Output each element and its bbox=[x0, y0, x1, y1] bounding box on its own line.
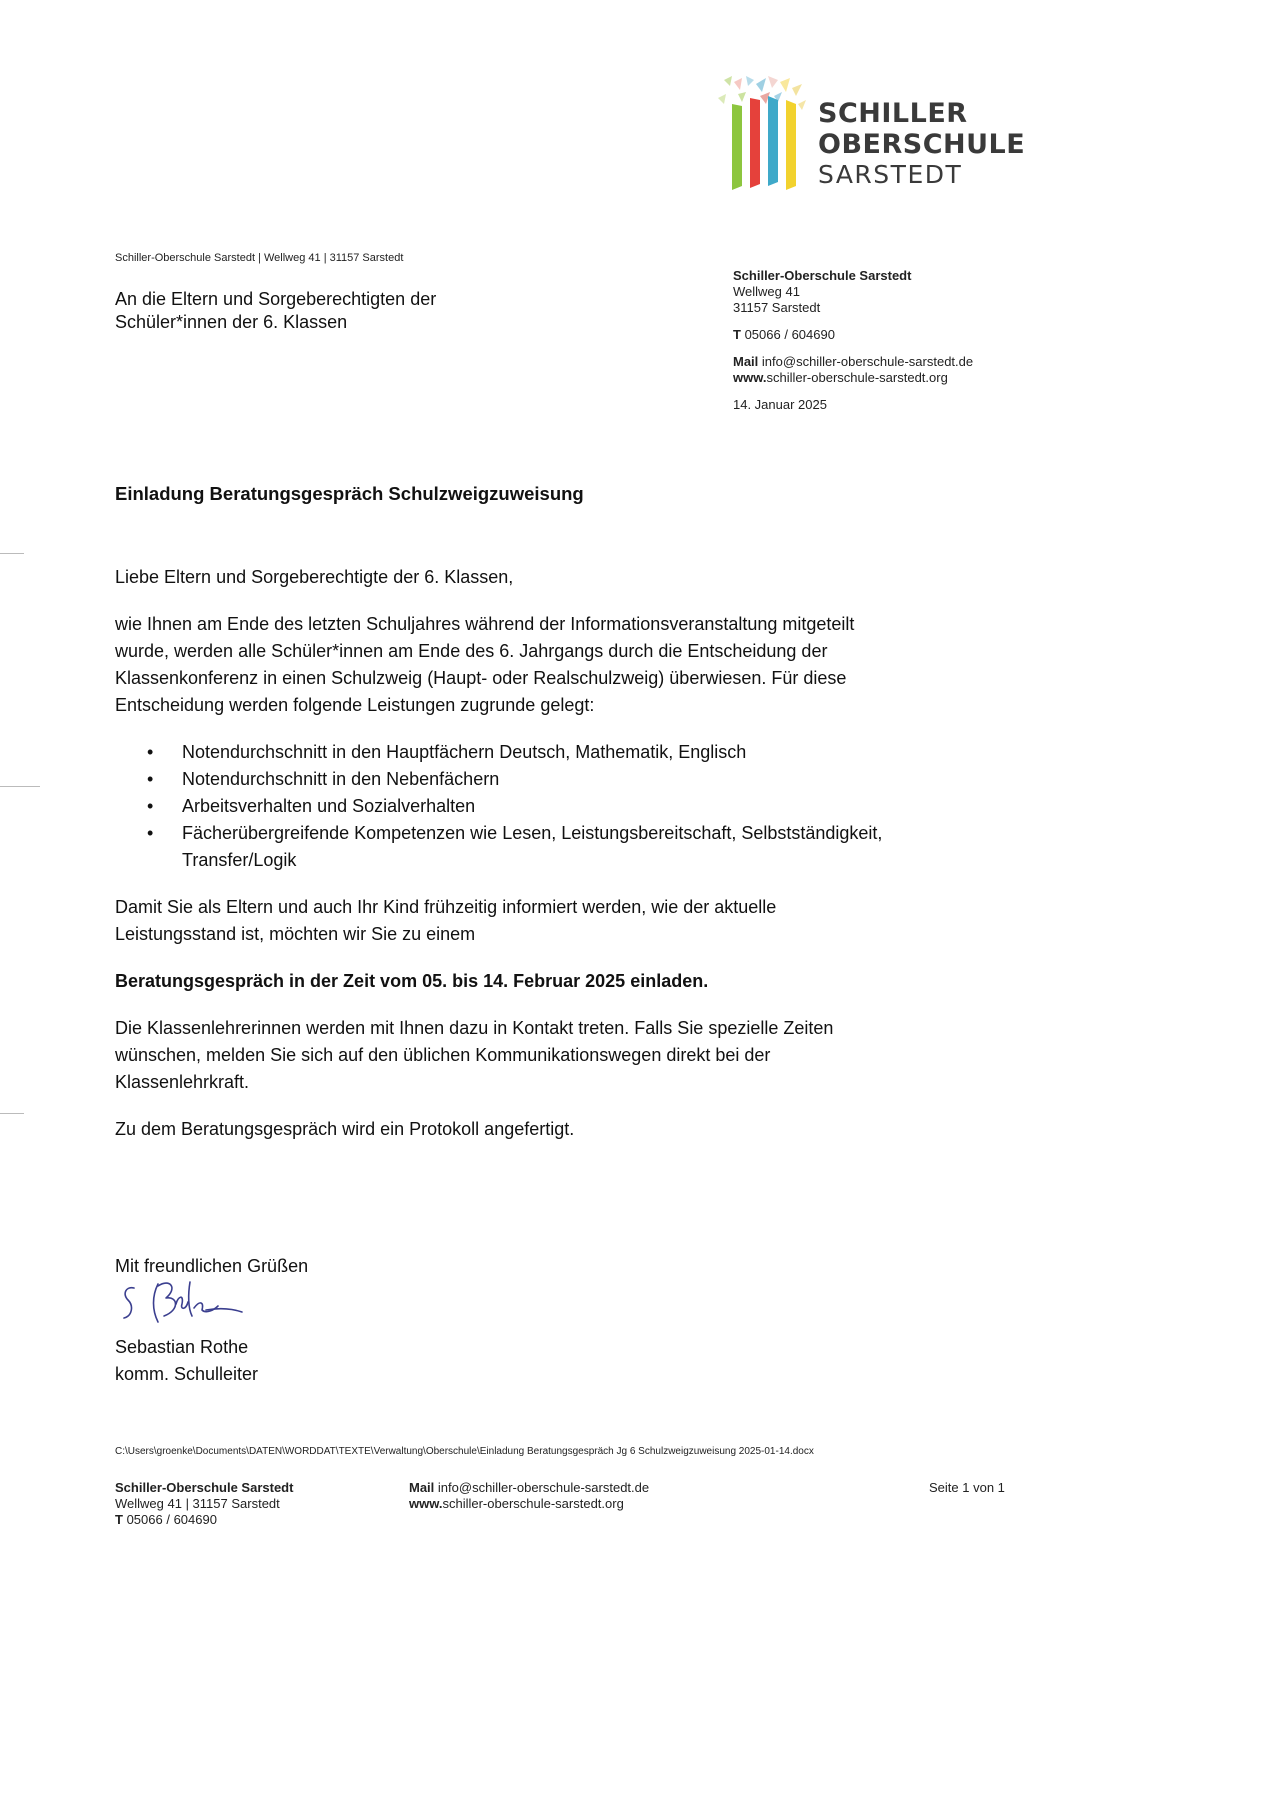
footer-web[interactable] bbox=[409, 1496, 649, 1512]
salutation: Liebe Eltern und Sorgeberechtigte der 6. Klassen, bbox=[115, 567, 514, 587]
footer-phone-label: T bbox=[115, 1512, 123, 1527]
info-web-link[interactable]: schiller-oberschule-sarstedt.org bbox=[766, 370, 948, 385]
school-info-block bbox=[733, 268, 973, 413]
paragraph-line: wünschen, melden Sie sich auf den üblichen Kommunikationswegen direkt bei der bbox=[115, 1045, 771, 1065]
paragraph-3 bbox=[115, 1015, 1015, 1096]
fold-mark-punch bbox=[0, 786, 40, 787]
info-phone bbox=[733, 327, 973, 343]
footer-mail-label: Mail bbox=[409, 1480, 435, 1495]
invitation-line: Beratungsgespräch in der Zeit vom 05. bis 14. Februar 2025 einladen. bbox=[115, 971, 709, 991]
list-item bbox=[115, 820, 1015, 874]
logo-line-schiller: SCHILLER bbox=[818, 98, 968, 129]
info-web-label: www. bbox=[733, 370, 767, 385]
page-number: Seite 1 von 1 bbox=[929, 1480, 1005, 1495]
info-city: 31157 Sarstedt bbox=[733, 300, 821, 315]
recipient-line: Schüler*innen der 6. Klassen bbox=[115, 312, 348, 332]
paragraph-4: Zu dem Beratungsgespräch wird ein Protokoll angefertigt. bbox=[115, 1119, 575, 1139]
school-logo-icon bbox=[716, 74, 812, 194]
school-logo-wordmark bbox=[818, 98, 1025, 189]
letter-subject: Einladung Beratungsgespräch Schulzweigzuweisung bbox=[115, 483, 584, 504]
footer-web-label: www. bbox=[409, 1496, 443, 1511]
list-item: • Arbeitsverhalten und Sozialverhalten bbox=[115, 793, 1015, 820]
paragraph-1 bbox=[115, 611, 1015, 719]
paragraph-line: wie Ihnen am Ende des letzten Schuljahres während der Informationsveranstaltung mitgeteilt bbox=[115, 614, 855, 634]
criteria-list bbox=[115, 739, 1015, 874]
signer-title: komm. Schulleiter bbox=[115, 1364, 259, 1384]
footer-address bbox=[115, 1480, 293, 1528]
list-item: • Notendurchschnitt in den Nebenfächern bbox=[115, 766, 1015, 793]
paragraph-line: Damit Sie als Eltern und auch Ihr Kind frühzeitig informiert werden, wie der aktuelle bbox=[115, 897, 777, 917]
fold-mark-top bbox=[0, 553, 24, 554]
footer-contact bbox=[409, 1480, 649, 1512]
recipient-line: An die Eltern und Sorgeberechtigten der bbox=[115, 289, 437, 309]
info-mail[interactable] bbox=[733, 354, 973, 370]
signer-name: Sebastian Rothe bbox=[115, 1337, 249, 1357]
letter-date: 14. Januar 2025 bbox=[733, 397, 827, 412]
footer-phone bbox=[115, 1512, 293, 1528]
footer-street-city: Wellweg 41 | 31157 Sarstedt bbox=[115, 1496, 280, 1511]
footer-mail-link[interactable]: info@schiller-oberschule-sarstedt.de bbox=[437, 1480, 650, 1495]
paragraph-line: Die Klassenlehrerinnen werden mit Ihnen dazu in Kontakt treten. Falls Sie spezielle Zeiten bbox=[115, 1018, 834, 1038]
paragraph-line: wurde, werden alle Schüler*innen am Ende des 6. Jahrgangs durch die Entscheidung der bbox=[115, 641, 828, 661]
footer-mail[interactable] bbox=[409, 1480, 649, 1496]
info-mail-link[interactable]: info@schiller-oberschule-sarstedt.de bbox=[761, 354, 974, 369]
sender-address-line: Schiller-Oberschule Sarstedt | Wellweg 41 | 31157 Sarstedt bbox=[115, 252, 404, 264]
info-phone-value: 05066 / 604690 bbox=[744, 327, 835, 342]
document-file-path: C:\Users\groenke\Documents\DATEN\WORDDAT\TEXTE\Verwaltung\Oberschule\Einladung Beratungsgespräch Jg 6 Schulzweigzuweisung 2025-01-14.docx bbox=[115, 1446, 814, 1457]
list-item-line: Transfer/Logik bbox=[182, 850, 297, 870]
signer-block bbox=[115, 1334, 258, 1388]
recipient-block bbox=[115, 288, 436, 334]
handwritten-signature bbox=[118, 1274, 248, 1336]
info-web[interactable] bbox=[733, 370, 973, 386]
info-street: Wellweg 41 bbox=[733, 284, 800, 299]
letter-body bbox=[115, 564, 1015, 1143]
footer-school-name: Schiller-Oberschule Sarstedt bbox=[115, 1480, 294, 1495]
paragraph-line: Klassenkonferenz in einen Schulzweig (Haupt- oder Realschulzweig) überwiesen. Für diese bbox=[115, 668, 847, 688]
list-item: • Notendurchschnitt in den Hauptfächern Deutsch, Mathematik, Englisch bbox=[115, 739, 1015, 766]
paragraph-line: Leistungsstand ist, möchten wir Sie zu einem bbox=[115, 924, 476, 944]
logo-line-oberschule: OBERSCHULE bbox=[818, 129, 1026, 160]
paragraph-line: Klassenlehrkraft. bbox=[115, 1072, 250, 1092]
list-item-line: • Fächerübergreifende Kompetenzen wie Lesen, Leistungsbereitschaft, Selbstständigkeit, bbox=[182, 823, 883, 843]
info-school-name: Schiller-Oberschule Sarstedt bbox=[733, 268, 912, 283]
info-phone-label: T bbox=[733, 327, 741, 342]
paragraph-2 bbox=[115, 894, 1015, 948]
logo-line-sarstedt: SARSTEDT bbox=[818, 160, 963, 189]
footer-web-link[interactable]: schiller-oberschule-sarstedt.org bbox=[442, 1496, 624, 1511]
paragraph-line: Entscheidung werden folgende Leistungen zugrunde gelegt: bbox=[115, 695, 595, 715]
info-mail-label: Mail bbox=[733, 354, 759, 369]
fold-mark-bottom bbox=[0, 1113, 24, 1114]
footer-phone-value: 05066 / 604690 bbox=[126, 1512, 217, 1527]
closing-greeting: Mit freundlichen Grüßen bbox=[115, 1256, 309, 1276]
